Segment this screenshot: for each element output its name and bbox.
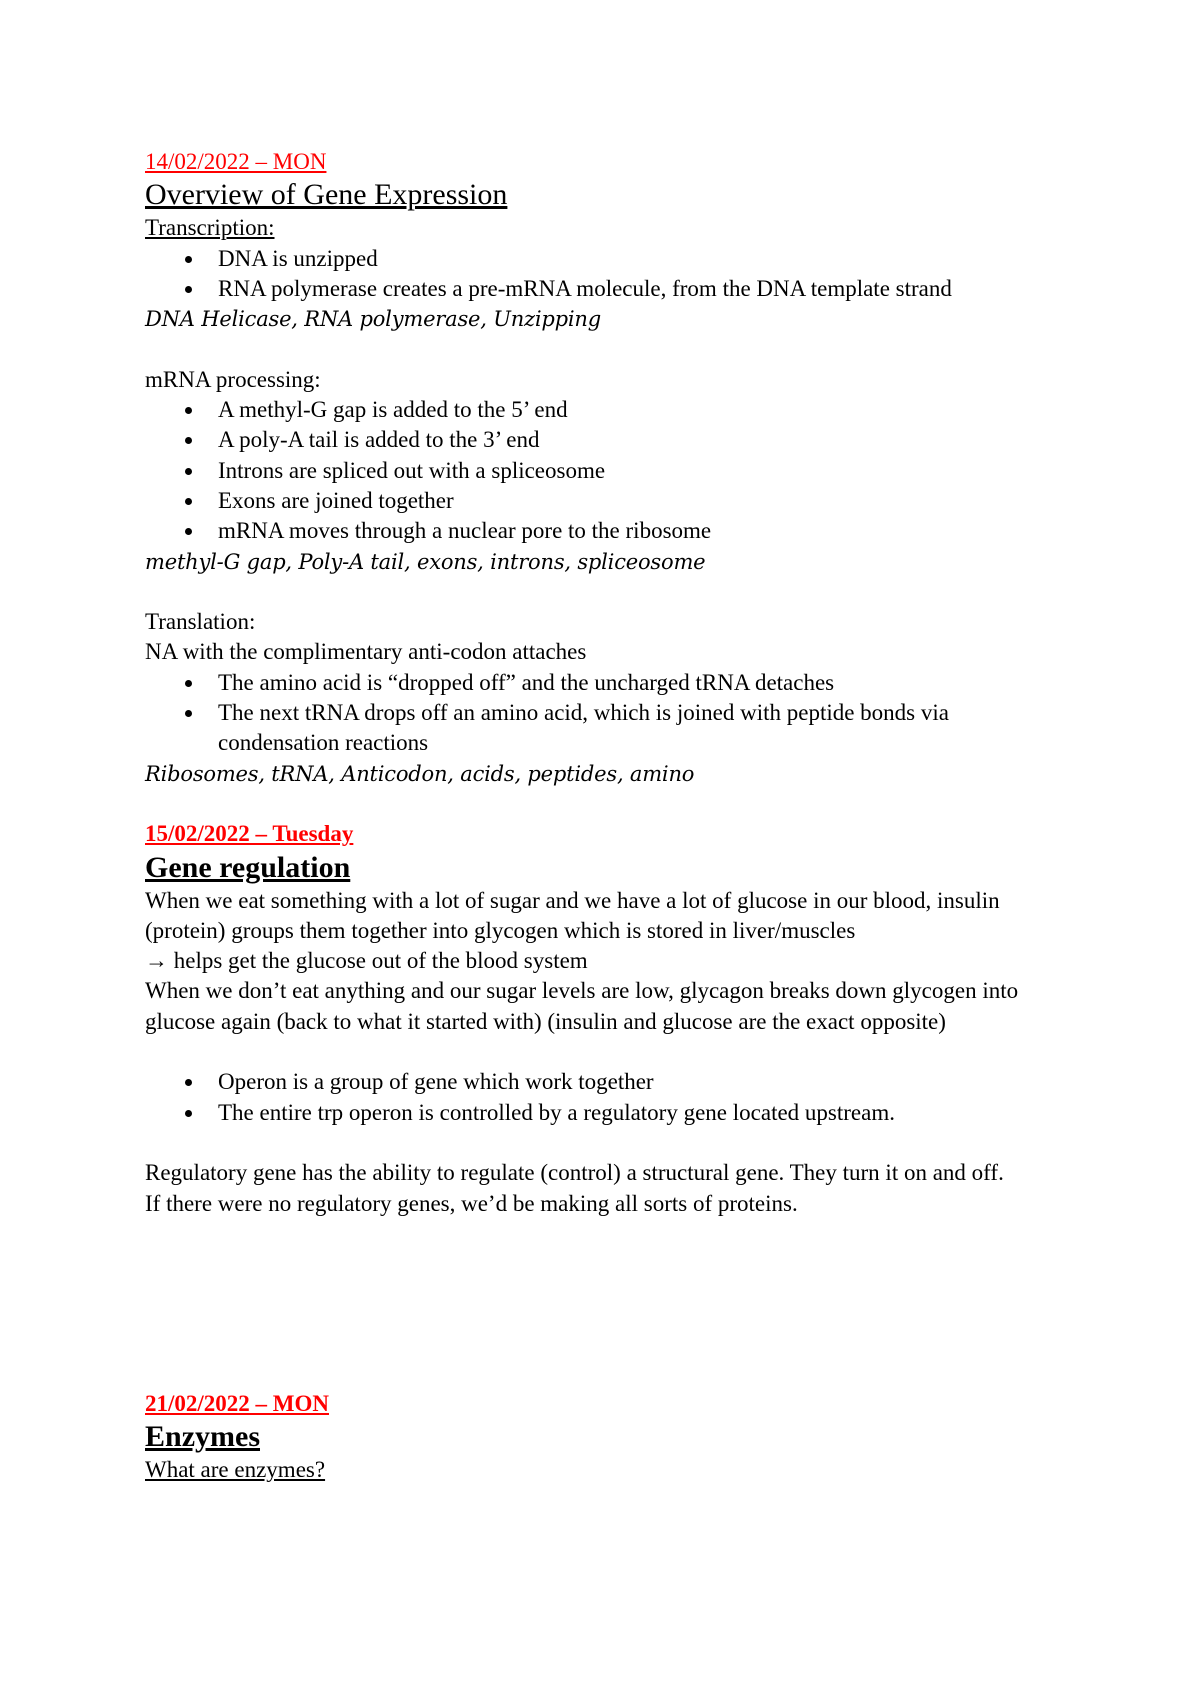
regulation-arrow-note: → helps get the glucose out of the blood system [145,948,588,974]
translation-list [145,668,1075,759]
bullet-icon [185,1079,192,1086]
regulation-paragraph: Regulatory gene has the ability to regulate (control) a structural gene. They turn it on and off. [145,1160,1004,1186]
list-item [145,456,1075,486]
list-item-text: mRNA moves through a nuclear pore to the ribosome [218,518,712,544]
bullet-icon [185,680,192,687]
translation-intro: NA with the complimentary anti-codon attaches [145,639,587,665]
processing-list [145,395,1075,546]
bullet-icon [185,437,192,444]
list-item [145,395,1075,425]
bullet-icon [185,468,192,475]
processing-heading: mRNA processing: [145,366,321,392]
spacer [145,1128,1075,1158]
list-item-text: A methyl-G gap is added to the 5’ end [218,397,568,423]
bullet-icon [185,1110,192,1117]
spacer [145,789,1075,819]
list-item [145,244,1075,274]
list-item [145,1098,1075,1128]
list-item-text: The entire trp operon is controlled by a regulatory gene located upstream. [218,1099,895,1125]
spacer [145,577,1075,607]
bullet-icon [185,256,192,263]
section-date: 14/02/2022 – MON [145,149,327,174]
translation-heading: Translation: [145,609,256,635]
list-item-text: Introns are spliced out with a spliceosome [218,457,606,483]
enzymes-subheading: What are enzymes? [145,1457,326,1483]
spacer [145,1219,1075,1389]
processing-keywords: methyl-G gap, Poly-A tail, exons, introns, spliceosome [145,549,706,574]
list-item-text: Exons are joined together [218,487,454,513]
operon-list [145,1067,1075,1128]
list-item [145,1067,1075,1097]
transcription-list [145,244,1075,305]
list-item-text: RNA polymerase creates a pre-mRNA molecule, from the DNA template strand [218,275,952,301]
translation-keywords: Ribosomes, tRNA, Anticodon, acids, peptides, amino [145,761,695,786]
bullet-icon [185,498,192,505]
section-title: Enzymes [145,1420,260,1454]
list-item [145,274,1075,304]
list-item-text: Operon is a group of gene which work together [218,1069,654,1095]
document-content [145,147,1075,1485]
list-item-text: A poly-A tail is added to the 3’ end [218,427,540,453]
section-date: 21/02/2022 – MON [145,1390,329,1416]
spacer [145,334,1075,364]
list-item-text: The next tRNA drops off an amino acid, which is joined with peptide bonds via condensation reactions [218,700,949,756]
bullet-icon [185,710,192,717]
regulation-paragraph: When we don’t eat anything and our sugar levels are low, glycagon breaks down glycogen into glucose again (back to what it started with) (insulin and glucose are the exact opposite) [145,978,1019,1034]
list-item [145,698,1075,759]
regulation-paragraph: When we eat something with a lot of sugar and we have a lot of glucose in our blood, insulin (protein) groups them together into glycogen which is stored in liver/muscles [145,887,1000,943]
regulation-paragraph: If there were no regulatory genes, we’d be making all sorts of proteins. [145,1190,798,1216]
section-date: 15/02/2022 – Tuesday [145,821,354,847]
section-title: Gene regulation [145,850,351,884]
list-item-text: The amino acid is “dropped off” and the uncharged tRNA detaches [218,669,835,695]
list-item [145,668,1075,698]
list-item [145,486,1075,516]
transcription-heading: Transcription: [145,215,275,241]
bullet-icon [185,528,192,535]
list-item-text: DNA is unzipped [218,245,378,271]
bullet-icon [185,286,192,293]
section-title: Overview of Gene Expression [145,178,508,212]
bullet-icon [185,407,192,414]
spacer [145,1037,1075,1067]
transcription-keywords: DNA Helicase, RNA polymerase, Unzipping [145,307,601,332]
list-item [145,516,1075,546]
list-item [145,425,1075,455]
